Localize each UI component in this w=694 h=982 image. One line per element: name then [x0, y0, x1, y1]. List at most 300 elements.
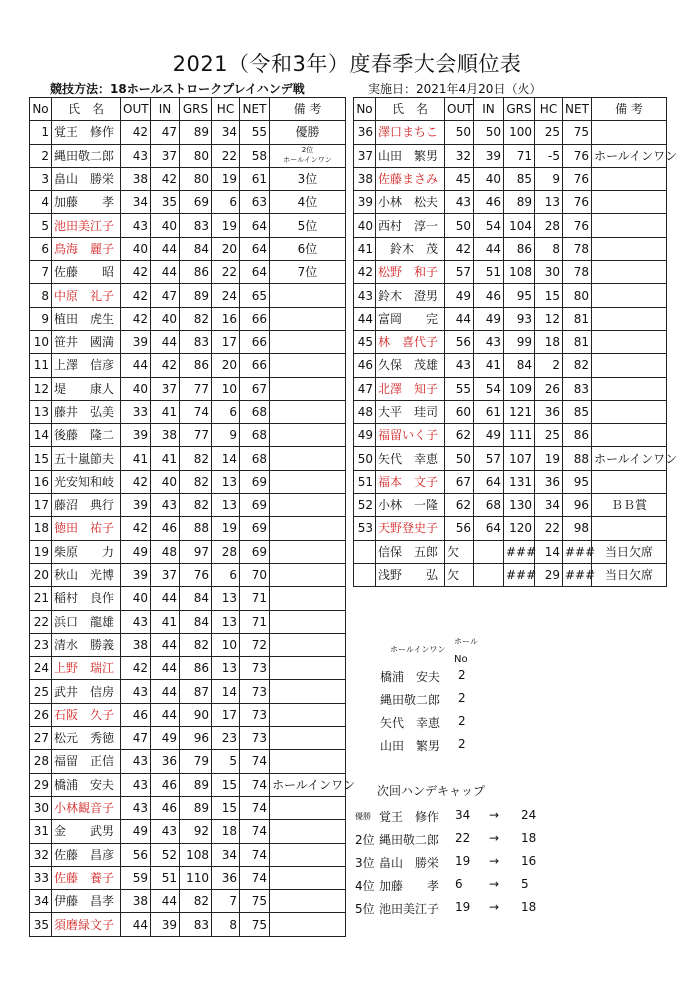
net-score: 81 [563, 330, 592, 353]
out-score: 47 [121, 727, 151, 750]
player-name: 福留いく子 [376, 424, 445, 447]
net-score: 69 [240, 540, 270, 563]
handicap: 10 [212, 633, 240, 656]
gross-score: 83 [180, 330, 212, 353]
in-score: 40 [151, 470, 180, 493]
gross-score: 131 [504, 470, 535, 493]
table-row [30, 237, 346, 260]
net-score: 69 [240, 494, 270, 517]
remark [270, 447, 346, 470]
player-name: 佐藤 昭 [52, 261, 121, 284]
hole-in-one-player: 橋浦 安夫 [380, 670, 441, 684]
out-score: 42 [121, 470, 151, 493]
remark [270, 866, 346, 889]
net-score: 74 [240, 750, 270, 773]
current-handicap: 19 [455, 900, 471, 914]
rank-number: 47 [354, 377, 376, 400]
column-header: OUT [121, 98, 151, 121]
gross-score: 77 [180, 377, 212, 400]
in-score: 52 [151, 843, 180, 866]
out-score: 56 [121, 843, 151, 866]
rank-number: 33 [30, 866, 52, 889]
player-name: 中原 礼子 [52, 284, 121, 307]
handicap: 14 [212, 680, 240, 703]
handicap: 13 [212, 587, 240, 610]
out-score: 42 [121, 121, 151, 144]
handicap: 8 [212, 913, 240, 936]
remark [270, 890, 346, 913]
remark [270, 470, 346, 493]
in-score: 37 [151, 563, 180, 586]
remark [270, 330, 346, 353]
net-score: 69 [240, 470, 270, 493]
hole-in-one-player: 山田 繁男 [380, 739, 441, 753]
in-score: 44 [151, 237, 180, 260]
next-handicap-title: 次回ハンデキャップ [377, 784, 486, 798]
net-score: 67 [240, 377, 270, 400]
handicap: 13 [212, 610, 240, 633]
player-name: 上澤 信彦 [52, 354, 121, 377]
rank-number: 53 [354, 517, 376, 540]
handicap: 30 [535, 261, 563, 284]
handicap: 6 [212, 563, 240, 586]
remark: ホールインワン [592, 447, 667, 470]
table-row [30, 796, 346, 819]
in-score: 38 [151, 424, 180, 447]
remark [270, 820, 346, 843]
table-row [354, 424, 667, 447]
remark [270, 610, 346, 633]
player-name: 山田 繁男 [376, 144, 445, 167]
gross-score: 74 [180, 400, 212, 423]
rank-number: 34 [30, 890, 52, 913]
player-name: 須磨緑文子 [52, 913, 121, 936]
rank-number: 3 [30, 167, 52, 190]
gross-score: 84 [180, 237, 212, 260]
net-score: 82 [563, 354, 592, 377]
rank-number: 16 [30, 470, 52, 493]
rank-number: 35 [30, 913, 52, 936]
rank-number: 18 [30, 517, 52, 540]
net-score: 75 [563, 121, 592, 144]
gross-score: 89 [180, 121, 212, 144]
gross-score: 69 [180, 191, 212, 214]
handicap-player: 畠山 勝栄 [379, 856, 440, 870]
out-score: 40 [121, 587, 151, 610]
current-handicap: 19 [455, 854, 471, 868]
handicap: 17 [212, 703, 240, 726]
net-score: 64 [240, 261, 270, 284]
remark [270, 307, 346, 330]
player-name: 小林観音子 [52, 796, 121, 819]
competition-method: 競技方法：18ホールストロークプレイハンデ戦 [50, 82, 305, 96]
column-header: HC [535, 98, 563, 121]
gross-score: 104 [504, 214, 535, 237]
gross-score: 82 [180, 307, 212, 330]
remark [270, 354, 346, 377]
table-row [30, 773, 346, 796]
handicap: 20 [212, 354, 240, 377]
table-row [30, 284, 346, 307]
player-name: 矢代 幸恵 [376, 447, 445, 470]
net-score: 74 [240, 866, 270, 889]
rank-number: 23 [30, 633, 52, 656]
hole-in-one-player: 縄田敬二郎 [380, 693, 441, 707]
out-score: 欠 [445, 540, 474, 563]
in-score: 51 [151, 866, 180, 889]
in-score: 43 [151, 494, 180, 517]
table-row [354, 261, 667, 284]
out-score: 40 [121, 237, 151, 260]
net-score: 68 [240, 447, 270, 470]
in-score: 41 [151, 610, 180, 633]
net-score: 61 [240, 167, 270, 190]
handicap: 10 [212, 377, 240, 400]
player-name: 小林 一隆 [376, 494, 445, 517]
rank-number: 25 [30, 680, 52, 703]
gross-score: 87 [180, 680, 212, 703]
in-score: 46 [151, 796, 180, 819]
in-score: 41 [474, 354, 504, 377]
handicap-player: 覚王 修作 [379, 810, 440, 824]
player-name: 清水 勝義 [52, 633, 121, 656]
gross-score: 108 [504, 261, 535, 284]
handicap-player: 加藤 孝 [379, 879, 440, 893]
in-score: 44 [151, 633, 180, 656]
table-row [354, 144, 667, 167]
remark [270, 400, 346, 423]
rank-number: 11 [30, 354, 52, 377]
rank-number: 52 [354, 494, 376, 517]
gross-score: 85 [504, 167, 535, 190]
table-header-row [30, 98, 346, 121]
column-header: 氏 名 [376, 98, 445, 121]
out-score: 38 [121, 890, 151, 913]
out-score: 42 [121, 657, 151, 680]
remark [592, 400, 667, 423]
gross-score: 82 [180, 447, 212, 470]
net-score: 78 [563, 261, 592, 284]
gross-score: 100 [504, 121, 535, 144]
net-score: 74 [240, 796, 270, 819]
hole-in-one-title: ホールインワン [390, 645, 446, 654]
net-score: 73 [240, 680, 270, 703]
remark [270, 377, 346, 400]
handicap: 34 [535, 494, 563, 517]
in-score: 44 [474, 237, 504, 260]
remark-hole-in-one: ホールインワン [283, 156, 332, 165]
table-row [30, 121, 346, 144]
out-score: 33 [121, 400, 151, 423]
remark: 優勝 [270, 121, 346, 144]
in-score: 64 [474, 517, 504, 540]
arrow-icon: → [489, 900, 500, 914]
results-table-left [29, 97, 356, 937]
column-header: IN [151, 98, 180, 121]
rank-number: 31 [30, 820, 52, 843]
gross-score: 84 [504, 354, 535, 377]
gross-score: 96 [180, 727, 212, 750]
table-row [354, 494, 667, 517]
table-row [354, 191, 667, 214]
out-score: 32 [445, 144, 474, 167]
net-score: 73 [240, 703, 270, 726]
player-name: 天野登史子 [376, 517, 445, 540]
out-score: 43 [445, 191, 474, 214]
table-row [354, 377, 667, 400]
remark: 6位 [270, 237, 346, 260]
remark [592, 167, 667, 190]
new-handicap: 16 [521, 854, 537, 868]
out-score: 42 [121, 261, 151, 284]
player-name: 後藤 隆二 [52, 424, 121, 447]
table-row [30, 517, 346, 540]
table-row [30, 727, 346, 750]
in-score: 47 [151, 121, 180, 144]
out-score: 43 [121, 750, 151, 773]
out-score: 56 [445, 330, 474, 353]
player-name: 佐藤まさみ [376, 167, 445, 190]
handicap-rank: 5位 [355, 902, 375, 916]
remark: ホールインワン [270, 773, 346, 796]
in-score: 42 [151, 354, 180, 377]
handicap: 2 [535, 354, 563, 377]
gross-score: 109 [504, 377, 535, 400]
out-score: 62 [445, 494, 474, 517]
player-name: 藤沼 典行 [52, 494, 121, 517]
gross-score: 121 [504, 400, 535, 423]
net-score: 68 [240, 400, 270, 423]
player-name: 植田 虎生 [52, 307, 121, 330]
table-row [354, 237, 667, 260]
player-name: 縄田敬二郎 [52, 144, 121, 167]
gross-score: 110 [180, 866, 212, 889]
column-header: No [30, 98, 52, 121]
remark [592, 424, 667, 447]
player-name: 鈴木 茂 [376, 237, 445, 260]
handicap: 18 [535, 330, 563, 353]
out-score: 43 [445, 354, 474, 377]
gross-score: 82 [180, 890, 212, 913]
out-score: 39 [121, 494, 151, 517]
table-row [30, 377, 346, 400]
player-name: 武井 信房 [52, 680, 121, 703]
table-row [354, 563, 667, 586]
gross-score: 107 [504, 447, 535, 470]
hole-number: 2 [458, 691, 466, 705]
table-row [354, 307, 667, 330]
remark [592, 261, 667, 284]
player-name: 上野 瑞江 [52, 657, 121, 680]
net-score: 75 [240, 890, 270, 913]
gross-score: 93 [504, 307, 535, 330]
remark [270, 494, 346, 517]
player-name: 佐藤 養子 [52, 866, 121, 889]
rank-number: 29 [30, 773, 52, 796]
in-score: 41 [151, 447, 180, 470]
player-name: 福本 文子 [376, 470, 445, 493]
out-score: 43 [121, 773, 151, 796]
out-score: 49 [121, 820, 151, 843]
handicap: 36 [212, 866, 240, 889]
net-score: ### [563, 540, 592, 563]
net-score: 63 [240, 191, 270, 214]
handicap: 19 [212, 517, 240, 540]
remark-rank: 2位 [301, 146, 314, 155]
net-score: 83 [563, 377, 592, 400]
column-header: NET [563, 98, 592, 121]
net-score: 69 [240, 517, 270, 540]
in-score: 54 [474, 214, 504, 237]
gross-score: 77 [180, 424, 212, 447]
table-header-row [354, 98, 667, 121]
handicap-player: 池田美江子 [379, 902, 440, 916]
net-score: 73 [240, 657, 270, 680]
net-score: 66 [240, 330, 270, 353]
handicap: 36 [535, 400, 563, 423]
handicap: 13 [535, 191, 563, 214]
hole-number-header-bottom: No [454, 654, 468, 665]
player-name: 光安知和岐 [52, 470, 121, 493]
remark [270, 843, 346, 866]
player-name: 畠山 勝栄 [52, 167, 121, 190]
arrow-icon: → [489, 808, 500, 822]
in-score: 35 [151, 191, 180, 214]
handicap-player: 縄田敬二郎 [379, 833, 440, 847]
rank-number: 41 [354, 237, 376, 260]
in-score: 44 [151, 680, 180, 703]
remark: 5位 [270, 214, 346, 237]
new-handicap: 18 [521, 831, 537, 845]
handicap: 13 [212, 470, 240, 493]
table-row [30, 633, 346, 656]
rank-number: 14 [30, 424, 52, 447]
in-score: 46 [151, 773, 180, 796]
out-score: 55 [445, 377, 474, 400]
rank-number: 36 [354, 121, 376, 144]
gross-score: 88 [180, 517, 212, 540]
handicap: 9 [212, 424, 240, 447]
net-score: 85 [563, 400, 592, 423]
rank-number: 6 [30, 237, 52, 260]
net-score: 76 [563, 191, 592, 214]
out-score: 43 [121, 144, 151, 167]
arrow-icon: → [489, 831, 500, 845]
in-score: 37 [151, 377, 180, 400]
remark [592, 237, 667, 260]
player-name: 西村 淳一 [376, 214, 445, 237]
gross-score: 84 [180, 587, 212, 610]
gross-score: 86 [180, 261, 212, 284]
out-score: 42 [121, 284, 151, 307]
event-date: 実施日：2021年4月20日（火） [368, 82, 542, 96]
new-handicap: 18 [521, 900, 537, 914]
rank-number: 22 [30, 610, 52, 633]
arrow-icon: → [489, 877, 500, 891]
rank-number: 49 [354, 424, 376, 447]
rank-number: 2 [30, 144, 52, 167]
table-row [30, 494, 346, 517]
remark [592, 330, 667, 353]
player-name: 覚王 修作 [52, 121, 121, 144]
player-name: 富岡 完 [376, 307, 445, 330]
net-score: 78 [563, 237, 592, 260]
player-name: 伊藤 昌孝 [52, 890, 121, 913]
out-score: 45 [445, 167, 474, 190]
player-name: 稲村 良作 [52, 587, 121, 610]
net-score: 81 [563, 307, 592, 330]
player-name: 北澤 知子 [376, 377, 445, 400]
net-score: 74 [240, 820, 270, 843]
out-score: 34 [121, 191, 151, 214]
gross-score: 111 [504, 424, 535, 447]
in-score: 46 [474, 191, 504, 214]
rank-number: 43 [354, 284, 376, 307]
rank-number: 37 [354, 144, 376, 167]
player-name: 鳥海 麗子 [52, 237, 121, 260]
rank-number: 45 [354, 330, 376, 353]
net-score: ### [563, 563, 592, 586]
gross-score: 83 [180, 913, 212, 936]
remark [592, 121, 667, 144]
player-name: 浜口 龍雄 [52, 610, 121, 633]
remark [270, 563, 346, 586]
net-score: 64 [240, 237, 270, 260]
handicap: 34 [212, 843, 240, 866]
table-row [30, 587, 346, 610]
in-score: 46 [151, 517, 180, 540]
in-score: 40 [151, 307, 180, 330]
in-score: 40 [151, 214, 180, 237]
handicap: 36 [535, 470, 563, 493]
player-name: 藤井 弘美 [52, 400, 121, 423]
in-score: 44 [151, 703, 180, 726]
remark [592, 191, 667, 214]
table-row [30, 913, 346, 936]
in-score: 43 [151, 820, 180, 843]
in-score [474, 540, 504, 563]
player-name: 徳田 祐子 [52, 517, 121, 540]
handicap: 15 [212, 796, 240, 819]
new-handicap: 24 [521, 808, 537, 822]
net-score: 71 [240, 610, 270, 633]
handicap-rank: 3位 [355, 856, 375, 870]
rank-number: 4 [30, 191, 52, 214]
player-name: 久保 茂雄 [376, 354, 445, 377]
gross-score: 80 [180, 144, 212, 167]
out-score: 38 [121, 633, 151, 656]
out-score: 44 [121, 354, 151, 377]
remark [270, 703, 346, 726]
handicap: 22 [535, 517, 563, 540]
out-score: 欠 [445, 563, 474, 586]
remark [270, 727, 346, 750]
table-row [30, 214, 346, 237]
out-score: 43 [121, 680, 151, 703]
out-score: 50 [445, 121, 474, 144]
gross-score: 108 [180, 843, 212, 866]
in-score: 49 [151, 727, 180, 750]
remark [270, 680, 346, 703]
rank-number: 21 [30, 587, 52, 610]
handicap: 7 [212, 890, 240, 913]
in-score: 50 [474, 121, 504, 144]
player-name: 佐藤 昌彦 [52, 843, 121, 866]
gross-score: 95 [504, 284, 535, 307]
gross-score: 130 [504, 494, 535, 517]
player-name: 石阪 久子 [52, 703, 121, 726]
hole-number: 2 [458, 737, 466, 751]
